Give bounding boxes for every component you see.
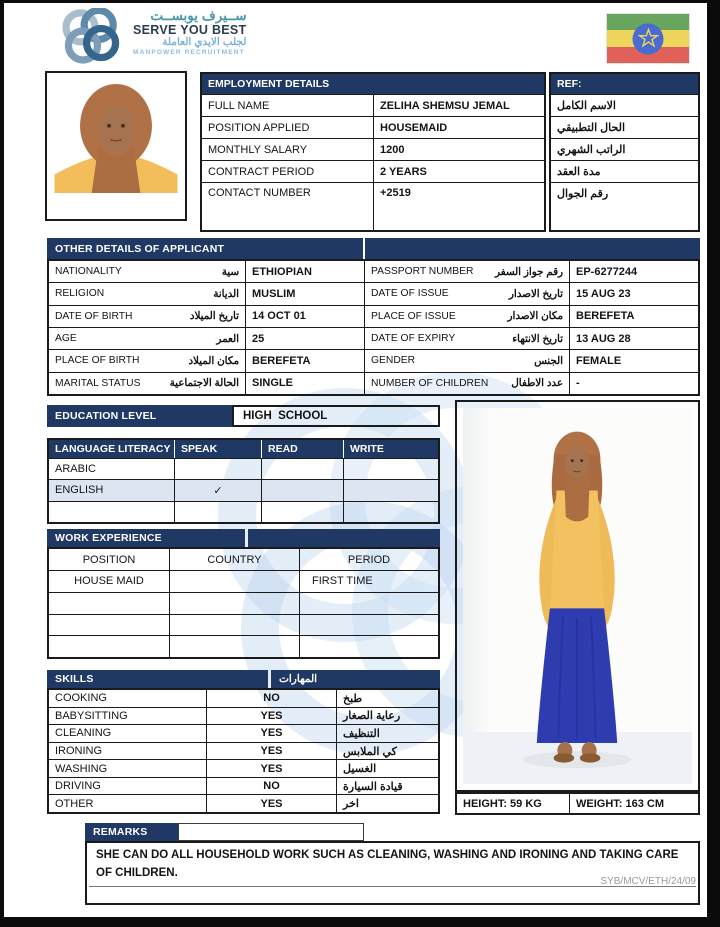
scan-edge-top [0, 0, 720, 3]
remarks-text: SHE CAN DO ALL HOUSEHOLD WORK SUCH AS CLEANING, WASHING AND IRONING AND TAKING CARE OF CHILDREN. [85, 841, 700, 905]
work-row-empty [49, 636, 170, 657]
skills-title-arabic: المهارات [271, 670, 440, 688]
work-row-empty [49, 593, 170, 614]
weight-value: WEIGHT: 163 CM [576, 797, 665, 810]
label-religion: RELIGION [55, 288, 105, 300]
label-place-of-issue: PLACE OF ISSUE [371, 310, 456, 322]
skill-cooking: COOKING [49, 690, 207, 707]
work-experience-title: WORK EXPERIENCE [47, 529, 245, 547]
scan-edge-right [707, 0, 720, 927]
applicant-full-body-photo [455, 400, 700, 792]
label-nationality: NATIONALITY [55, 266, 122, 278]
field-value-contract: 2 YEARS [380, 165, 427, 178]
value-date-of-issue: 15 AUG 23 [576, 287, 631, 300]
field-value-full-name: ZELIHA SHEMSU JEMAL [380, 99, 510, 112]
arabic-read-cell [262, 459, 344, 479]
work-row-empty [49, 615, 170, 636]
work-position-cell: HOUSE MAID [49, 571, 170, 592]
label-place-of-birth: PLACE OF BIRTH [55, 355, 140, 367]
field-value-salary: 1200 [380, 143, 405, 156]
ethiopia-flag-emblem [633, 23, 664, 54]
work-row-empty [300, 593, 438, 614]
logo-english-tagline: MANPOWER RECRUITMENT [133, 48, 245, 56]
scan-edge-left [0, 0, 4, 927]
arabic-date-of-expiry: تاريخ الانتهاء [512, 333, 563, 345]
education-level-title: EDUCATION LEVEL [47, 405, 232, 427]
skill-other: OTHER [49, 795, 207, 812]
work-row-empty [170, 636, 300, 657]
arabic-passport: رقم جواز السفر [494, 266, 563, 278]
ethiopia-flag-icon [606, 13, 690, 64]
label-date-of-expiry: DATE OF EXPIRY [371, 333, 456, 345]
arabic-label-full-name: الاسم الكامل [557, 100, 616, 112]
arabic-children: عدد الاطفال [511, 378, 563, 390]
remarks-title: REMARKS [85, 823, 178, 841]
work-row-empty [300, 636, 438, 657]
field-label-full-name: FULL NAME [202, 95, 374, 116]
value-passport: EP-6277244 [576, 265, 638, 278]
work-experience-title-extension [248, 529, 440, 547]
label-date-of-birth: DATE OF BIRTH [55, 310, 133, 322]
education-level-value: HIGH SCHOOL [232, 405, 440, 427]
value-place-of-birth: BEREFETA [246, 350, 365, 371]
english-speak-checkmark: ✓ [175, 480, 262, 500]
label-passport: PASSPORT NUMBER [371, 266, 474, 278]
skill-driving-value: NO [207, 778, 337, 795]
value-religion: MUSLIM [246, 283, 365, 304]
arabic-marital-status: الحالة الاجتماعية [169, 378, 239, 390]
skill-cleaning-arabic: التنظيف [343, 727, 380, 740]
empty-speak-cell [175, 502, 262, 522]
arabic-speak-cell [175, 459, 262, 479]
skill-other-value: YES [207, 795, 337, 812]
work-country-cell [170, 571, 300, 592]
skill-cleaning-value: YES [207, 725, 337, 742]
skill-babysitting-value: YES [207, 708, 337, 725]
other-details-title: OTHER DETAILS OF APPLICANT [47, 238, 363, 259]
other-details-title-extension [365, 238, 700, 259]
arabic-label-contact: رقم الجوال [557, 188, 609, 200]
ref-label: REF: [551, 74, 698, 94]
skill-babysitting-arabic: رعاية الصغار [343, 710, 401, 723]
arabic-age: العمر [216, 333, 239, 345]
skill-babysitting: BABYSITTING [49, 708, 207, 725]
skill-cleaning: CLEANING [49, 725, 207, 742]
arabic-gender: الجنس [534, 355, 563, 367]
value-gender: FEMALE [576, 354, 622, 367]
field-label-position: POSITION APPLIED [202, 117, 374, 138]
skill-cooking-value: NO [207, 690, 337, 707]
logo-english-name: SERVE YOU BEST [133, 23, 247, 38]
work-experience-table [47, 547, 440, 659]
value-date-of-expiry: 13 AUG 28 [576, 332, 631, 345]
language-empty [49, 502, 175, 522]
value-nationality: ETHIOPIAN [246, 261, 365, 282]
scan-edge-bottom [0, 917, 720, 927]
work-period-cell: FIRST TIME [312, 575, 373, 588]
skill-washing-arabic: الغسيل [343, 763, 377, 776]
arabic-label-contract: مدة العقد [557, 166, 601, 178]
logo-arabic-tagline: لجلب الايدي العاملة [162, 36, 247, 49]
skill-washing-value: YES [207, 760, 337, 777]
document-reference-code: SYB/MCV/ETH/24/09 [600, 876, 696, 887]
height-value: HEIGHT: 59 KG [457, 794, 570, 813]
language-literacy-table [47, 438, 440, 524]
employment-table [200, 72, 546, 232]
value-children: - [576, 377, 580, 390]
arabic-label-salary: الراتب الشهري [557, 144, 626, 156]
remarks-title-strip [178, 823, 364, 841]
value-place-of-issue: BEREFETA [576, 310, 635, 323]
period-header: PERIOD [347, 553, 391, 566]
label-age: AGE [55, 333, 77, 345]
value-marital-status: SINGLE [246, 373, 365, 394]
language-arabic: ARABIC [49, 459, 175, 479]
label-children: NUMBER OF CHILDREN [371, 377, 489, 389]
physical-stats-row [455, 792, 700, 815]
skills-table [47, 688, 440, 814]
skill-ironing-arabic: كي الملابس [343, 745, 397, 758]
empty-write-cell [344, 502, 438, 522]
english-read-cell [262, 480, 344, 500]
work-row-empty [170, 593, 300, 614]
empty-read-cell [262, 502, 344, 522]
field-label-salary: MONTHLY SALARY [202, 139, 374, 160]
skill-driving-arabic: قيادة السيارة [343, 780, 403, 793]
logo-arabic-name: ســيرف يوبســت [150, 8, 247, 23]
skill-cooking-arabic: طبخ [343, 692, 363, 705]
label-marital-status: MARITAL STATUS [55, 377, 141, 389]
arabic-date-of-birth: تاريخ الميلاد [189, 311, 239, 323]
arabic-write-cell [344, 459, 438, 479]
work-row-empty [170, 615, 300, 636]
value-age: 25 [246, 328, 365, 349]
arabic-religion: الديانة [213, 288, 239, 300]
field-value-contact: +2519 [380, 187, 411, 199]
arabic-label-position: الحال التطبيقي [557, 122, 626, 134]
english-write-cell [344, 480, 438, 500]
logo-rings-icon [52, 8, 126, 66]
language-english: ENGLISH [49, 480, 175, 500]
label-date-of-issue: DATE OF ISSUE [371, 288, 449, 300]
field-value-position: HOUSEMAID [380, 121, 448, 134]
skill-other-arabic: اخر [343, 798, 359, 811]
write-header: WRITE [344, 440, 438, 458]
value-date-of-birth: 14 OCT 01 [246, 306, 365, 327]
skill-ironing: IRONING [49, 743, 207, 760]
country-header: COUNTRY [170, 549, 300, 570]
arabic-place-of-issue: مكان الاصدار [507, 311, 563, 323]
work-row-empty [300, 615, 438, 636]
language-header: LANGUAGE LITERACY [49, 440, 175, 458]
skill-washing: WASHING [49, 760, 207, 777]
skill-driving: DRIVING [49, 778, 207, 795]
skill-ironing-value: YES [207, 743, 337, 760]
field-label-contract: CONTRACT PERIOD [202, 161, 374, 182]
other-details-table [47, 259, 700, 396]
employment-title: EMPLOYMENT DETAILS [202, 74, 544, 94]
label-gender: GENDER [371, 355, 416, 367]
arabic-place-of-birth: مكان الميلاد [188, 355, 239, 367]
arabic-date-of-issue: تاريخ الاصدار [508, 288, 563, 300]
skills-title: SKILLS [47, 670, 268, 688]
company-logo [52, 8, 247, 66]
arabic-nationality: سية [221, 266, 239, 278]
employment-arabic-column [549, 72, 700, 232]
field-label-contact: CONTACT NUMBER [202, 183, 374, 230]
speak-header: SPEAK [175, 440, 262, 458]
applicant-portrait-photo [45, 71, 187, 221]
position-header: POSITION [49, 549, 170, 570]
read-header: READ [262, 440, 344, 458]
